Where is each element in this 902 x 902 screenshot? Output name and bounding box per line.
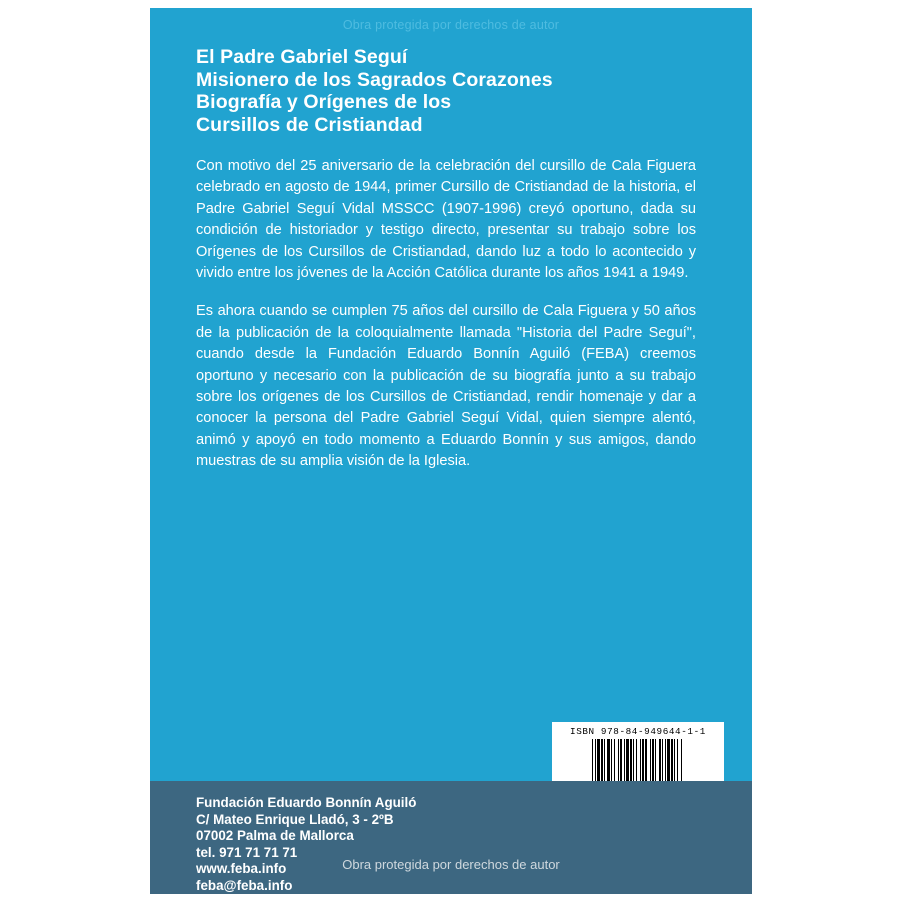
publisher-street: C/ Mateo Enrique Lladó, 3 - 2ºB <box>196 811 394 827</box>
isbn-label: ISBN 978-84-949644-1-1 <box>570 726 706 737</box>
title-line-3: Biografía y Orígenes de los <box>196 91 452 113</box>
title-line-4: Cursillos de Cristiandad <box>196 113 423 136</box>
copyright-watermark-bottom: Obra protegida por derechos de autor <box>342 857 560 872</box>
publisher-name: Fundación Eduardo Bonnín Aguiló <box>196 795 417 810</box>
cover-panel <box>150 8 752 894</box>
publisher-website: www.feba.info <box>196 861 287 876</box>
publisher-email: feba@feba.info <box>196 877 293 893</box>
publisher-city: 07002 Palma de Mallorca <box>196 828 354 843</box>
description-paragraph-2: Es ahora cuando se cumplen 75 años del cursillo de Cala Figuera y 50 años de la publicación de la coloquialmente llamada "Historia del Padre Seguí", cuando desde la Fundación Eduardo Bonnín Aguiló (FEBA) creemos oportuno y necesario con la publicación de su biografía junto a su trabajo sobre los orígenes de los Cursillos de Cristiandad, rendir homenaje y dar a conocer la persona del Padre Gabriel Seguí Vidal, quien siempre alentó, animó y apoyó en todo momento a Eduardo Bonnín y sus amigos, dando muestras de su amplia visión de la Iglesia. <box>196 303 696 470</box>
back-cover-description <box>196 156 696 490</box>
copyright-watermark-top: Obra protegida por derechos de autor <box>342 18 560 32</box>
publisher-phone: tel. 971 71 71 71 <box>196 844 298 860</box>
description-paragraph-1: Con motivo del 25 aniversario de la celebración del cursillo de Cala Figuera celebrado en agosto de 1944, primer Cursillo de Cristiandad de la historia, el Padre Gabriel Seguí Vidal MSSCC (1907-1996) creyó oportuno, dada su condición de historiador y testigo directo, presentar su trabajo sobre los Orígenes de los Cursillos de Cristiandad, dando luz a todo lo acontecido y vivido entre los jóvenes de la Acción Católica durante los años 1941 a 1949. <box>196 158 696 282</box>
book-title <box>196 46 696 136</box>
publisher-footer <box>150 781 752 894</box>
publisher-address <box>196 795 416 894</box>
title-line-1: El Padre Gabriel Seguí <box>196 46 408 68</box>
title-line-2: Misionero de los Sagrados Corazones <box>196 68 553 91</box>
